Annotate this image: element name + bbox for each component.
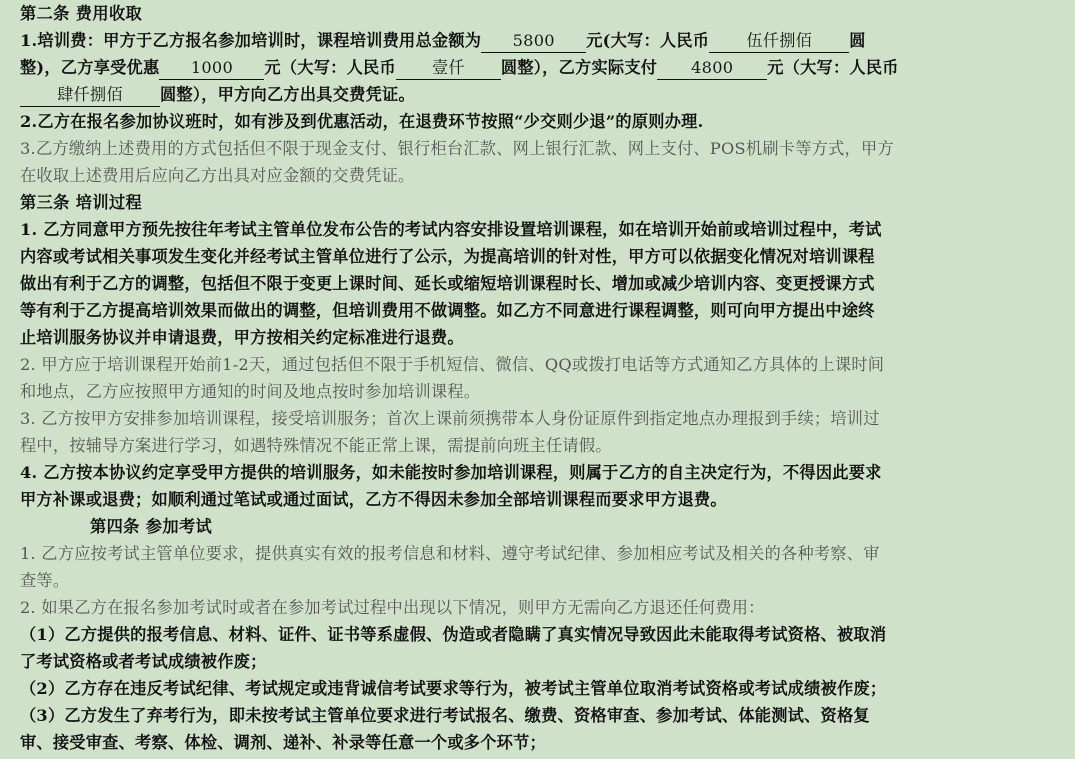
text: 整)，乙方享受优惠 [20, 58, 160, 77]
article-4-item-line: 了考试资格或者考试成绩被作废； [20, 652, 267, 671]
text: 元(大写：人民币 [586, 31, 710, 50]
discount-amount-field: 1000 [159, 57, 264, 80]
article-3-p4-line: 4. 乙方按本协议约定享受甲方提供的培训服务，如未能按时参加培训课程，则属于乙方的自主决定行为，不得因此要求 [20, 463, 882, 482]
text: 1.培训费：甲方于乙方报名参加培训时，课程培训费用总金额为 [20, 31, 482, 50]
article-3-p3-line: 程中，按辅导方案进行学习，如遇特殊情况不能正常上课，需提前向班主任请假。 [20, 436, 612, 455]
article-2-p1-line2 [20, 54, 1075, 81]
article-3-title: 第三条 培训过程 [20, 193, 143, 212]
article-4-item-line: （3）乙方发生了弃考行为，即未按考试主管单位要求进行考试报名、缴费、资格审查、参加考试、体能测试、资格复 [20, 706, 870, 725]
total-amount-field: 5800 [481, 30, 586, 53]
article-3-p4-line: 甲方补课或退费；如顺利通过笔试或通过面试，乙方不得因未参加全部培训课程而要求甲方退费。 [20, 490, 727, 509]
article-3-p2-line: 和地点，乙方应按照甲方通知的时间及地点按时参加培训课程。 [20, 382, 481, 401]
article-3-p1-line: 做出有利于乙方的调整，包括但不限于变更上课时间、延长或缩短培训课程时长、增加或减少培训内容、变更授课方式 [20, 274, 875, 293]
article-2-p3-line2: 在收取上述费用后应向乙方出具对应金额的交费凭证。 [20, 166, 415, 185]
text: 元（大写：人民币 [767, 58, 899, 77]
article-3-p2-line: 2. 甲方应于培训课程开始前1-2天，通过包括但不限于手机短信、微信、QQ或拨打电话等方式通知乙方具体的上课时间 [20, 355, 885, 374]
actual-amount-words-field: 肆仟捌佰 [20, 84, 160, 107]
article-4-item-line: 审、接受审查、考察、体检、调剂、递补、补录等任意一个或多个环节； [20, 733, 546, 752]
article-2-p2: 2.乙方在报名参加协议班时，如有涉及到优惠活动，在退费环节按照“少交则少退”的原则办理. [20, 112, 704, 131]
article-2-p3-line1: 3.乙方缴纳上述费用的方式包括但不限于现金支付、银行柜台汇款、网上银行汇款、网上支付、POS机刷卡等方式，甲方 [20, 139, 894, 158]
article-4-item-line: （1）乙方提供的报考信息、材料、证件、证书等系虚假、伪造或者隐瞒了真实情况导致因此未能取得考试资格、被取消 [20, 625, 887, 644]
article-4-title: 第四条 参加考试 [90, 517, 213, 536]
article-2-p1-line3 [20, 81, 1075, 108]
article-3-p3-line: 3. 乙方按甲方安排参加培训课程，接受培训服务；首次上课前须携带本人身份证原件到指定地点办理报到手续；培训过 [20, 409, 880, 428]
article-3-p1-line: 止培训服务协议并申请退费，甲方按相关约定标准进行退费。 [20, 328, 464, 347]
discount-amount-words-field: 壹仟 [396, 57, 501, 80]
text: 圆整），乙方实际支付 [500, 58, 658, 77]
article-4-p1-line: 1. 乙方应按考试主管单位要求，提供真实有效的报考信息和材料、遵守考试纪律、参加相应考试及相关的各种考察、审 [20, 544, 880, 563]
article-3-p1-line: 等有利于乙方提高培训效果而做出的调整，但培训费用不做调整。如乙方不同意进行课程调整，则可向甲方提出中途终 [20, 301, 875, 320]
article-4-item-line: （2）乙方存在违反考试纪律、考试规定或违背诚信考试要求等行为，被考试主管单位取消考试资格或考试成绩被作废； [20, 679, 887, 698]
article-2-p1-line1 [20, 27, 1075, 54]
text: 圆 [849, 31, 866, 50]
actual-amount-field: 4800 [657, 57, 767, 80]
article-3-p1-line: 内容或考试相关事项发生变化并经考试主管单位进行了公示，为提高培训的针对性，甲方可以依据变化情况对培训课程 [20, 247, 875, 266]
article-4-p2: 2. 如果乙方在报名参加考试时或者在参加考试过程中出现以下情况，则甲方无需向乙方退还任何费用： [20, 598, 765, 617]
text: 圆整），甲方向乙方出具交费凭证。 [160, 85, 415, 104]
total-amount-words-field: 伍仟捌佰 [709, 30, 849, 53]
text: 元（大写：人民币 [264, 58, 396, 77]
article-2-title: 第二条 费用收取 [20, 4, 143, 23]
article-4-p1-line: 查等。 [20, 571, 70, 590]
article-3-p1-line: 1. 乙方同意甲方预先按往年考试主管单位发布公告的考试内容安排设置培训课程，如在培训开始前或培训过程中，考试 [20, 220, 882, 239]
